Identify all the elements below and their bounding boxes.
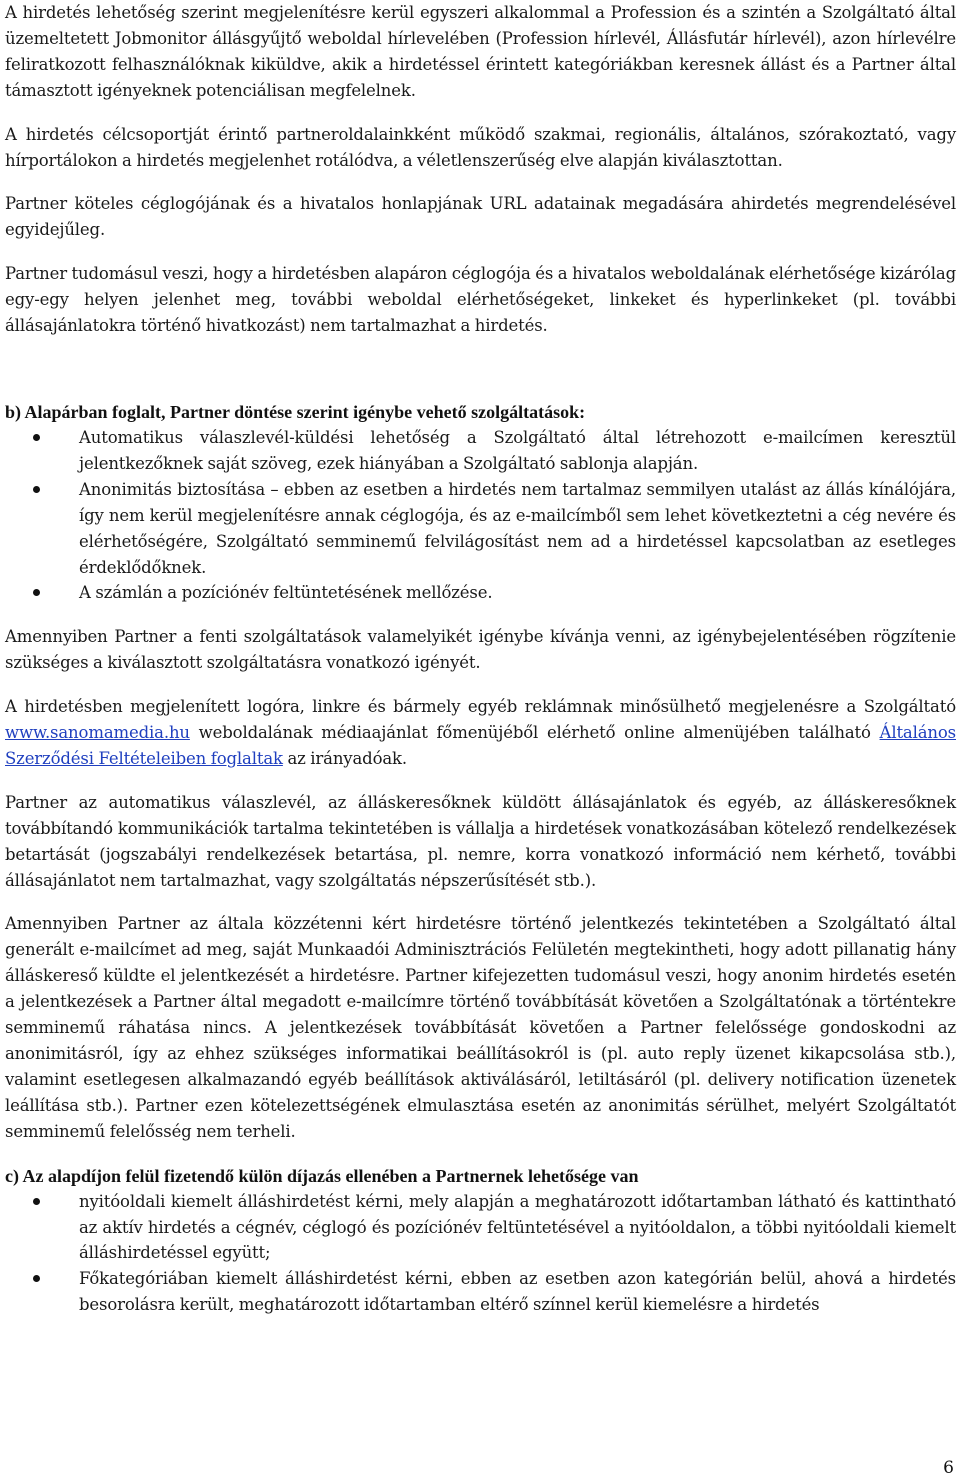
paragraph-terms-links: A hirdetésben megjelenített logóra, linkre és bármely egyéb reklámnak minősülhető megjelenésre a Szolgáltató www.sanomamedia.hu weboldalának médiaajánlat főmenüjéből elérhető online almenüjében található Általános Szerződési Feltételeiben foglaltak az irányadóak.	[5, 697, 956, 768]
list-item: Automatikus válaszlevél-küldési lehetőség a Szolgáltató által létrehozott e-mailcímen keresztül jelentkezőknek saját szöveg, ezek hiányában a Szolgáltató sablonja alapján.	[5, 425, 956, 477]
paragraph-service-request: Amennyiben Partner a fenti szolgáltatások valamelyikét igénybe kívánja venni, az igénybejelentésében rögzítenie szükséges a kiválasztott szolgáltatásra vonatkozó igényét.	[5, 627, 956, 673]
list-item: nyitóoldali kiemelt álláshirdetést kérni, mely alapján a meghatározott időtartamban látható és kattintható az aktív hirdetés a cégnév, céglogó és pozíciónév feltüntetésével a nyitóoldalon, a többi nyitóoldali kiemelt álláshirdetéssel együtt;	[5, 1189, 956, 1267]
document-page	[5, 0, 956, 1318]
paragraph-auto-reply: Partner az automatikus válaszlevél, az álláskeresőknek küldött állásajánlatok és egyéb, az álláskeresőknek továbbítandó kommunikációk tartalma tekintetében is vállalja a hirdetések vonatkozásában kötelező rendelkezések betartását (jogszabályi rendelkezések betartása, pl. nemre, korra vonatkozó információ nem kérhető, további állásajánlatot nem tartalmazhat, vagy szolgáltatás népszerűsítését stb.).	[5, 792, 956, 890]
intro-paragraph-restrictions: Partner tudomásul veszi, hogy a hirdetésben alapáron céglogója és a hivatalos weboldalának elérhetősége kizárólag egy-egy helyen jelenhet meg, további weboldal elérhetőségeket, linkeket és hyperlinkeket (pl. további állásajánlatokra történő hivatkozást) nem tartalmazhat a hirdetés.	[5, 264, 956, 336]
intro-paragraph-newsletter: A hirdetés lehetőség szerint megjelenítésre kerül egyszeri alkalommal a Profession és a szintén a Szolgáltató által üzemeltetett Jobmonitor állásgyűjtő weboldal hírlevelében (Profession hírlevél, Állásfutár hírlevél), azon hírlevélre feliratkozott felhasználóknak kiküldve, akik a hirdetéssel érintett kategóriákban keresnek állást és a Partner által támasztott igényeknek potenciálisan megfelelnek.	[5, 3, 956, 100]
section-b-heading: b) Alapárban foglalt, Partner döntése szerint igénybe vehető szolgáltatások:	[5, 401, 586, 422]
section-c-heading: c) Az alapdíjon felül fizetendő külön díjazás ellenében a Partnernek lehetősége van	[5, 1165, 639, 1186]
list-item: A számlán a pozíciónév feltüntetésének mellőzése.	[5, 580, 956, 606]
terms-link[interactable]: Általános Szerződési Feltételeiben foglaltak	[5, 723, 956, 768]
bullet-icon	[33, 1198, 40, 1205]
bullet-icon	[33, 1275, 40, 1282]
bullet-icon	[33, 434, 40, 441]
paragraph-anonymity: Amennyiben Partner az általa közzétenni kért hirdetésre történő jelentkezés tekintetében a Szolgáltató által generált e-mailcímet ad meg, saját Munkaadói Adminisztrációs Felületén megtekintheti, hogy adott pillanatig hány álláskereső küldte el jelentkezését a hirdetésre. Partner kifejezetten tudomásul veszi, hogy anonim hirdetés esetén a jelentkezések a Partner által megadott e-mailcímre történő továbbítását követően a Szolgáltatónak a történtekre semminemű ráhatása nincs. A jelentkezések továbbítását követően a Partner felelőssége gondoskodni az anonimitásról, így az ehhez szükséges informatikai beállításokról is (pl. auto reply üzenet kikapcsolása stb.), valamint esetlegesen alkalmazandó egyéb beállítások aktiválásáról, letiltásáról (pl. delivery notification üzenetek leállítása stb.). Partner ezen kötelezettségének elmulasztása esetén az anonimitás sérülhet, melyért Szolgáltatót semminemű felelősség nem terheli.	[5, 914, 956, 1141]
sanomamedia-link[interactable]: www.sanomamedia.hu	[5, 723, 190, 743]
section-b-list	[5, 425, 956, 606]
list-item: Főkategóriában kiemelt álláshirdetést kérni, ebben az esetben azon kategórián belül, ahová a hirdetés besorolásra került, meghatározott időtartamban eltérő színnel kerül kiemelésre a hirdetés	[5, 1266, 956, 1318]
section-c-list	[5, 1189, 956, 1319]
list-item: Anonimitás biztosítása – ebben az esetben a hirdetés nem tartalmaz semmilyen utalást az állás kínálójára, így nem kerül megjelenítésre annak céglogója, és az e-mailcímből sem lehet következtetni a cég nevére és elérhetőségére, Szolgáltató semminemű felvilágosítást nem ad a hirdetéssel kapcsolatban az esetleges érdeklődőknek.	[5, 477, 956, 581]
page-number: 6	[943, 1458, 954, 1478]
bullet-icon	[33, 486, 40, 493]
intro-paragraph-partner-sites: A hirdetés célcsoportját érintő partneroldalainkként működő szakmai, regionális, általános, szórakoztató, vagy hírportálokon a hirdetés megjelenhet rotálódva, a véletlenszerűség elve alapján kiválasztottan.	[5, 124, 956, 170]
intro-paragraph-logo-url: Partner köteles céglogójának és a hivatalos honlapjának URL adatainak megadására ahirdetés megrendelésével egyidejűleg.	[5, 194, 956, 240]
bullet-icon	[33, 589, 40, 596]
